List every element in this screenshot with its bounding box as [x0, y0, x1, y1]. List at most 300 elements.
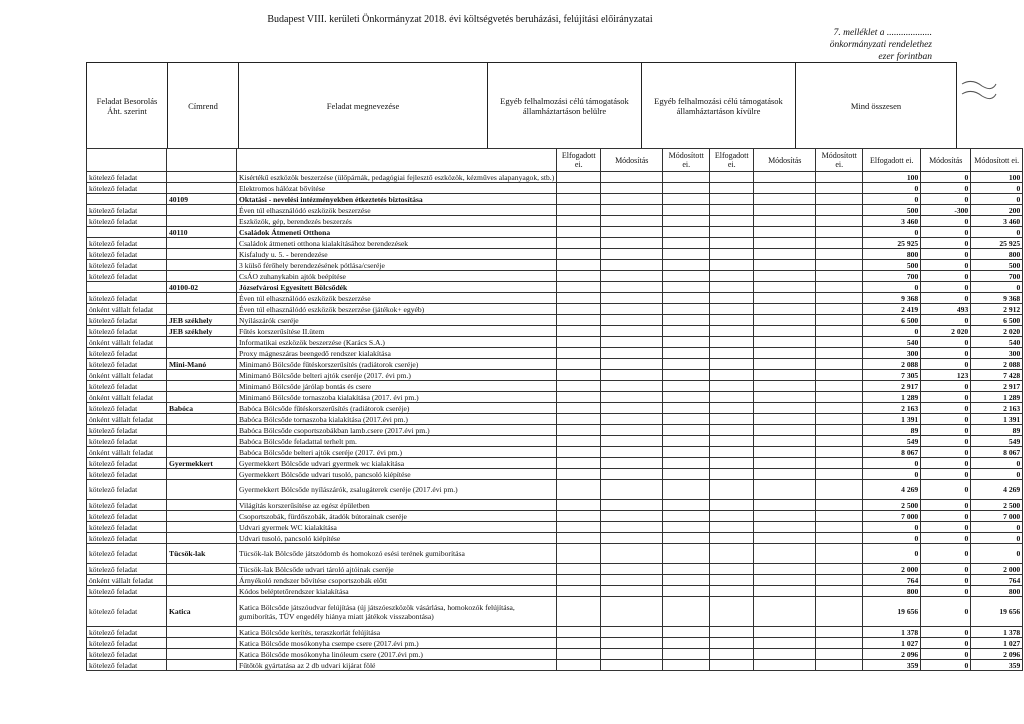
kivulre-elfogadott-cell — [710, 500, 754, 511]
description-cell: Babóca Bölcsőde belteri ajtók cseréje (2017. évi pm.) — [237, 447, 557, 458]
cimrend-cell — [167, 249, 237, 260]
total-modositas-cell: 0 — [921, 533, 971, 544]
kivulre-modositas-cell — [754, 597, 816, 627]
belulre-modositott-cell — [663, 216, 710, 227]
kivulre-elfogadott-cell — [710, 249, 754, 260]
kivulre-modositas-cell — [754, 638, 816, 649]
total-modositott-cell: 0 — [971, 544, 1023, 564]
cimrend-cell — [167, 436, 237, 447]
kivulre-elfogadott-cell — [710, 359, 754, 370]
total-elfogadott-cell: 359 — [863, 660, 921, 671]
total-modositas-cell: 0 — [921, 260, 971, 271]
task-type-cell: kötelező feladat — [87, 660, 167, 671]
belulre-elfogadott-cell — [557, 172, 601, 183]
cimrend-cell — [167, 469, 237, 480]
cimrend-cell: Babóca — [167, 403, 237, 414]
belulre-elfogadott-cell — [557, 260, 601, 271]
belulre-modositott-cell — [663, 205, 710, 216]
kivulre-modositott-cell — [816, 271, 863, 282]
task-type-cell: kötelező feladat — [87, 597, 167, 627]
total-modositott-cell: 6 500 — [971, 315, 1023, 326]
total-modositott-cell: 100 — [971, 172, 1023, 183]
table-row — [87, 381, 1023, 392]
kivulre-modositas-cell — [754, 392, 816, 403]
belulre-modositott-cell — [663, 359, 710, 370]
description-cell: Gyermekkert Bölcsőde nyílászárók, zsalugáterek cseréje (2017.évi pm.) — [237, 480, 557, 500]
total-modositott-cell: 2 163 — [971, 403, 1023, 414]
total-elfogadott-cell: 1 391 — [863, 414, 921, 425]
total-modositott-cell: 0 — [971, 227, 1023, 238]
total-modositott-cell: 4 269 — [971, 480, 1023, 500]
belulre-modositas-cell — [601, 627, 663, 638]
total-modositas-cell: 0 — [921, 359, 971, 370]
belulre-modositas-cell — [601, 649, 663, 660]
cimrend-cell — [167, 500, 237, 511]
description-cell: Babóca Bölcsőde feladattal terhelt pm. — [237, 436, 557, 447]
table-row — [87, 660, 1023, 671]
kivulre-elfogadott-cell — [710, 315, 754, 326]
kivulre-elfogadott-cell — [710, 564, 754, 575]
belulre-modositas-cell — [601, 260, 663, 271]
description-cell: Eszközök, gép, berendezés beszerzés — [237, 216, 557, 227]
task-type-cell: kötelező feladat — [87, 172, 167, 183]
description-cell: Tücsök-lak Bölcsőde udvari tároló ajtóinak cseréje — [237, 564, 557, 575]
belulre-modositas-cell — [601, 597, 663, 627]
task-type-cell: kötelező feladat — [87, 511, 167, 522]
kivulre-modositas-cell — [754, 425, 816, 436]
belulre-modositott-cell — [663, 522, 710, 533]
belulre-modositas-cell — [601, 564, 663, 575]
belulre-modositas-cell — [601, 205, 663, 216]
table-row — [87, 205, 1023, 216]
belulre-elfogadott-cell — [557, 403, 601, 414]
belulre-modositas-cell — [601, 381, 663, 392]
total-modositas-cell: 0 — [921, 271, 971, 282]
total-modositott-cell: 2 500 — [971, 500, 1023, 511]
description-cell: Tücsök-lak Bölcsőde játszódomb és homokozó esési terének gumiborítása — [237, 544, 557, 564]
description-cell: Katica Bölcsőde mosókonyha csempe csere (2017.évi pm.) — [237, 638, 557, 649]
belulre-modositott-cell — [663, 370, 710, 381]
total-elfogadott-cell: 800 — [863, 249, 921, 260]
data-table — [86, 148, 1023, 671]
kivulre-elfogadott-cell — [710, 522, 754, 533]
belulre-modositas-cell — [601, 500, 663, 511]
kivulre-modositas-cell — [754, 381, 816, 392]
total-modositott-cell: 0 — [971, 282, 1023, 293]
kivulre-modositas-cell — [754, 447, 816, 458]
table-row — [87, 627, 1023, 638]
cimrend-cell — [167, 337, 237, 348]
description-cell: Minimanó Bölcsőde járólap bontás és csere — [237, 381, 557, 392]
belulre-modositas-cell — [601, 575, 663, 586]
total-elfogadott-cell: 2 500 — [863, 500, 921, 511]
cimrend-cell — [167, 183, 237, 194]
table-row — [87, 544, 1023, 564]
table-row — [87, 564, 1023, 575]
annex-line-1: 7. melléklet a ................... — [833, 28, 932, 38]
total-modositas-cell: 0 — [921, 458, 971, 469]
belulre-modositott-cell — [663, 638, 710, 649]
belulre-elfogadott-cell — [557, 544, 601, 564]
total-elfogadott-cell: 0 — [863, 326, 921, 337]
kivulre-modositott-cell — [816, 500, 863, 511]
belulre-elfogadott-cell — [557, 575, 601, 586]
total-modositas-cell: 0 — [921, 282, 971, 293]
table-row — [87, 649, 1023, 660]
total-elfogadott-cell: 1 378 — [863, 627, 921, 638]
belulre-modositott-cell — [663, 480, 710, 500]
kivulre-modositas-cell — [754, 586, 816, 597]
task-type-cell: kötelező feladat — [87, 564, 167, 575]
total-modositott-cell: 300 — [971, 348, 1023, 359]
total-modositott-cell: 3 460 — [971, 216, 1023, 227]
total-elfogadott-cell: 7 305 — [863, 370, 921, 381]
kivulre-modositas-cell — [754, 359, 816, 370]
kivulre-modositas-cell — [754, 544, 816, 564]
kivulre-modositott-cell — [816, 597, 863, 627]
subheader-kivulre-modositott: Módosított ei. — [816, 149, 863, 172]
total-modositas-cell: 2 020 — [921, 326, 971, 337]
belulre-modositas-cell — [601, 359, 663, 370]
kivulre-modositott-cell — [816, 447, 863, 458]
belulre-modositott-cell — [663, 414, 710, 425]
total-modositas-cell: 0 — [921, 227, 971, 238]
cimrend-cell — [167, 522, 237, 533]
total-modositas-cell: 0 — [921, 194, 971, 205]
task-type-cell: kötelező feladat — [87, 216, 167, 227]
table-row — [87, 458, 1023, 469]
belulre-modositas-cell — [601, 216, 663, 227]
total-modositott-cell: 7 000 — [971, 511, 1023, 522]
kivulre-modositott-cell — [816, 392, 863, 403]
belulre-modositott-cell — [663, 627, 710, 638]
description-cell: Babóca Bölcsőde csoportszobákban lamb.csere (2017.évi pm.) — [237, 425, 557, 436]
kivulre-modositott-cell — [816, 575, 863, 586]
cimrend-cell — [167, 205, 237, 216]
description-cell: Informatikai eszközök beszerzése (Karács S.A.) — [237, 337, 557, 348]
total-modositott-cell: 2 020 — [971, 326, 1023, 337]
belulre-modositott-cell — [663, 597, 710, 627]
belulre-elfogadott-cell — [557, 638, 601, 649]
kivulre-modositas-cell — [754, 511, 816, 522]
cimrend-cell — [167, 414, 237, 425]
description-cell: Éven túl elhasználódó eszközök beszerzése — [237, 293, 557, 304]
kivulre-modositas-cell — [754, 194, 816, 205]
total-modositas-cell: 0 — [921, 627, 971, 638]
belulre-modositott-cell — [663, 348, 710, 359]
belulre-modositas-cell — [601, 414, 663, 425]
belulre-elfogadott-cell — [557, 304, 601, 315]
total-modositott-cell: 700 — [971, 271, 1023, 282]
kivulre-modositott-cell — [816, 348, 863, 359]
belulre-elfogadott-cell — [557, 183, 601, 194]
total-elfogadott-cell: 100 — [863, 172, 921, 183]
belulre-modositott-cell — [663, 564, 710, 575]
table-row — [87, 359, 1023, 370]
cimrend-cell — [167, 627, 237, 638]
total-elfogadott-cell: 0 — [863, 469, 921, 480]
cimrend-cell — [167, 172, 237, 183]
annex-line-3: ezer forintban — [878, 52, 932, 62]
total-modositas-cell: -300 — [921, 205, 971, 216]
task-type-cell: önként vállalt feladat — [87, 575, 167, 586]
subheader-empty — [237, 149, 557, 172]
belulre-elfogadott-cell — [557, 227, 601, 238]
total-modositas-cell: 0 — [921, 183, 971, 194]
belulre-elfogadott-cell — [557, 337, 601, 348]
table-row — [87, 480, 1023, 500]
total-modositas-cell: 0 — [921, 348, 971, 359]
description-cell: Gyermekkert Bölcsőde udvari tusoló, pancsoló kiépítése — [237, 469, 557, 480]
belulre-modositott-cell — [663, 403, 710, 414]
cimrend-cell: Tücsök-lak — [167, 544, 237, 564]
task-type-cell: kötelező feladat — [87, 425, 167, 436]
kivulre-modositas-cell — [754, 337, 816, 348]
kivulre-modositas-cell — [754, 414, 816, 425]
task-type-cell: önként vállalt feladat — [87, 447, 167, 458]
task-type-cell: önként vállalt feladat — [87, 392, 167, 403]
total-modositott-cell: 1 391 — [971, 414, 1023, 425]
total-modositas-cell: 0 — [921, 511, 971, 522]
task-type-cell: kötelező feladat — [87, 436, 167, 447]
table-row — [87, 315, 1023, 326]
kivulre-modositas-cell — [754, 575, 816, 586]
page-title: Budapest VIII. kerületi Önkormányzat 2018. évi költségvetés beruházási, felújítási előirányzatai — [267, 14, 653, 25]
belulre-modositas-cell — [601, 425, 663, 436]
total-modositas-cell: 0 — [921, 293, 971, 304]
belulre-elfogadott-cell — [557, 511, 601, 522]
total-elfogadott-cell: 3 460 — [863, 216, 921, 227]
belulre-modositott-cell — [663, 315, 710, 326]
description-cell: Éven túl elhasználódó eszközök beszerzése (játékok+ egyéb) — [237, 304, 557, 315]
total-modositas-cell: 0 — [921, 469, 971, 480]
belulre-modositas-cell — [601, 458, 663, 469]
subheader-empty — [167, 149, 237, 172]
cimrend-cell — [167, 447, 237, 458]
table-row — [87, 597, 1023, 627]
description-cell: Kódos beléptetőrendszer kialakítása — [237, 586, 557, 597]
total-elfogadott-cell: 1 289 — [863, 392, 921, 403]
table-row — [87, 293, 1023, 304]
task-type-cell: kötelező feladat — [87, 522, 167, 533]
cimrend-cell — [167, 392, 237, 403]
total-modositott-cell: 500 — [971, 260, 1023, 271]
kivulre-modositott-cell — [816, 337, 863, 348]
kivulre-elfogadott-cell — [710, 183, 754, 194]
kivulre-modositott-cell — [816, 326, 863, 337]
total-elfogadott-cell: 0 — [863, 544, 921, 564]
kivulre-modositott-cell — [816, 370, 863, 381]
belulre-modositott-cell — [663, 326, 710, 337]
kivulre-modositott-cell — [816, 403, 863, 414]
total-modositott-cell: 800 — [971, 249, 1023, 260]
kivulre-elfogadott-cell — [710, 544, 754, 564]
total-modositott-cell: 2 088 — [971, 359, 1023, 370]
total-modositott-cell: 0 — [971, 458, 1023, 469]
total-elfogadott-cell: 4 269 — [863, 480, 921, 500]
kivulre-modositas-cell — [754, 249, 816, 260]
belulre-modositas-cell — [601, 469, 663, 480]
total-modositott-cell: 2 917 — [971, 381, 1023, 392]
header-cimrend: Címrend — [168, 63, 239, 149]
total-modositas-cell: 0 — [921, 649, 971, 660]
task-type-cell: kötelező feladat — [87, 544, 167, 564]
kivulre-modositott-cell — [816, 293, 863, 304]
table-row — [87, 469, 1023, 480]
kivulre-modositas-cell — [754, 271, 816, 282]
belulre-modositott-cell — [663, 381, 710, 392]
belulre-elfogadott-cell — [557, 469, 601, 480]
kivulre-modositott-cell — [816, 544, 863, 564]
description-cell: Babóca Bölcsőde fűtéskorszerűsítés (radiátorok cseréje) — [237, 403, 557, 414]
total-modositas-cell: 0 — [921, 638, 971, 649]
belulre-modositott-cell — [663, 337, 710, 348]
total-elfogadott-cell: 0 — [863, 458, 921, 469]
header-table — [86, 62, 957, 149]
kivulre-elfogadott-cell — [710, 627, 754, 638]
kivulre-modositas-cell — [754, 522, 816, 533]
cimrend-cell — [167, 348, 237, 359]
cimrend-cell — [167, 381, 237, 392]
total-modositas-cell: 0 — [921, 522, 971, 533]
kivulre-modositas-cell — [754, 205, 816, 216]
total-modositas-cell: 0 — [921, 500, 971, 511]
subheader-belulre-elfogadott: Elfogadott ei. — [557, 149, 601, 172]
description-cell: Fűtőtök gyártatása az 2 db udvari kijárat fölé — [237, 660, 557, 671]
description-cell: Oktatási - nevelési intézményekben étkeztetés biztosítása — [237, 194, 557, 205]
cimrend-cell — [167, 304, 237, 315]
header-kivulre: Egyéb felhalmozási célú támogatások államháztartáson kívülre — [642, 63, 796, 149]
belulre-modositott-cell — [663, 436, 710, 447]
belulre-elfogadott-cell — [557, 522, 601, 533]
kivulre-elfogadott-cell — [710, 425, 754, 436]
total-modositas-cell: 0 — [921, 447, 971, 458]
kivulre-elfogadott-cell — [710, 414, 754, 425]
task-type-cell: kötelező feladat — [87, 183, 167, 194]
kivulre-modositott-cell — [816, 304, 863, 315]
task-type-cell: kötelező feladat — [87, 249, 167, 260]
subheader-empty — [87, 149, 167, 172]
total-modositott-cell: 1 289 — [971, 392, 1023, 403]
kivulre-modositott-cell — [816, 249, 863, 260]
total-modositas-cell: 0 — [921, 544, 971, 564]
kivulre-modositott-cell — [816, 480, 863, 500]
description-cell: Babóca Bölcsőde tornaszoba kialakítása (2017.évi pm.) — [237, 414, 557, 425]
total-modositott-cell: 359 — [971, 660, 1023, 671]
table-row — [87, 522, 1023, 533]
description-cell: Katica Bölcsőde játszóudvar felújítása (új játszóeszközök vásárlása, homokozók felújítása, gumiborítás, TÜV engedély hiánya miatt játékok visszabontása) — [237, 597, 557, 627]
table-row — [87, 227, 1023, 238]
table-row — [87, 414, 1023, 425]
belulre-modositas-cell — [601, 392, 663, 403]
kivulre-modositas-cell — [754, 348, 816, 359]
belulre-modositas-cell — [601, 447, 663, 458]
kivulre-modositas-cell — [754, 183, 816, 194]
belulre-elfogadott-cell — [557, 293, 601, 304]
belulre-elfogadott-cell — [557, 447, 601, 458]
table-row — [87, 326, 1023, 337]
kivulre-elfogadott-cell — [710, 638, 754, 649]
total-modositott-cell: 2 096 — [971, 649, 1023, 660]
table-row — [87, 238, 1023, 249]
total-modositas-cell: 0 — [921, 315, 971, 326]
belulre-elfogadott-cell — [557, 249, 601, 260]
cimrend-cell — [167, 238, 237, 249]
belulre-elfogadott-cell — [557, 649, 601, 660]
belulre-modositott-cell — [663, 425, 710, 436]
belulre-elfogadott-cell — [557, 500, 601, 511]
kivulre-modositott-cell — [816, 469, 863, 480]
kivulre-modositas-cell — [754, 564, 816, 575]
header-besorolas: Feladat Besorolás Áht. szerint — [87, 63, 168, 149]
cimrend-cell — [167, 370, 237, 381]
table-row — [87, 436, 1023, 447]
kivulre-modositott-cell — [816, 227, 863, 238]
belulre-elfogadott-cell — [557, 194, 601, 205]
task-type-cell: kötelező feladat — [87, 458, 167, 469]
description-cell: Világítás korszerűsítése az egész épületben — [237, 500, 557, 511]
belulre-modositott-cell — [663, 271, 710, 282]
kivulre-modositas-cell — [754, 480, 816, 500]
total-elfogadott-cell: 0 — [863, 183, 921, 194]
total-modositott-cell: 1 027 — [971, 638, 1023, 649]
total-modositas-cell: 0 — [921, 381, 971, 392]
table-row — [87, 216, 1023, 227]
total-modositas-cell: 0 — [921, 480, 971, 500]
kivulre-elfogadott-cell — [710, 649, 754, 660]
kivulre-modositas-cell — [754, 282, 816, 293]
belulre-modositas-cell — [601, 522, 663, 533]
total-modositott-cell: 549 — [971, 436, 1023, 447]
kivulre-elfogadott-cell — [710, 370, 754, 381]
belulre-modositas-cell — [601, 348, 663, 359]
subheader-belulre-modositas: Módosítás — [601, 149, 663, 172]
total-modositas-cell: 0 — [921, 564, 971, 575]
table-row — [87, 271, 1023, 282]
cimrend-cell — [167, 260, 237, 271]
belulre-modositott-cell — [663, 183, 710, 194]
kivulre-modositott-cell — [816, 183, 863, 194]
table-row — [87, 425, 1023, 436]
belulre-modositott-cell — [663, 511, 710, 522]
total-modositas-cell: 0 — [921, 597, 971, 627]
table-row — [87, 500, 1023, 511]
cimrend-cell: 40100-02 — [167, 282, 237, 293]
total-modositas-cell: 0 — [921, 414, 971, 425]
belulre-modositott-cell — [663, 282, 710, 293]
kivulre-modositas-cell — [754, 627, 816, 638]
belulre-modositott-cell — [663, 649, 710, 660]
belulre-modositas-cell — [601, 533, 663, 544]
total-elfogadott-cell: 540 — [863, 337, 921, 348]
total-modositott-cell: 540 — [971, 337, 1023, 348]
cimrend-cell — [167, 293, 237, 304]
kivulre-modositas-cell — [754, 326, 816, 337]
kivulre-modositott-cell — [816, 194, 863, 205]
task-type-cell: kötelező feladat — [87, 586, 167, 597]
description-cell: Családok átmeneti otthona kialakításához berendezések — [237, 238, 557, 249]
belulre-modositott-cell — [663, 533, 710, 544]
description-cell: Kisfaludy u. 5. - berendezése — [237, 249, 557, 260]
belulre-elfogadott-cell — [557, 480, 601, 500]
belulre-elfogadott-cell — [557, 348, 601, 359]
kivulre-modositott-cell — [816, 511, 863, 522]
kivulre-elfogadott-cell — [710, 469, 754, 480]
total-modositas-cell: 0 — [921, 586, 971, 597]
belulre-modositas-cell — [601, 315, 663, 326]
kivulre-modositas-cell — [754, 315, 816, 326]
kivulre-modositas-cell — [754, 370, 816, 381]
